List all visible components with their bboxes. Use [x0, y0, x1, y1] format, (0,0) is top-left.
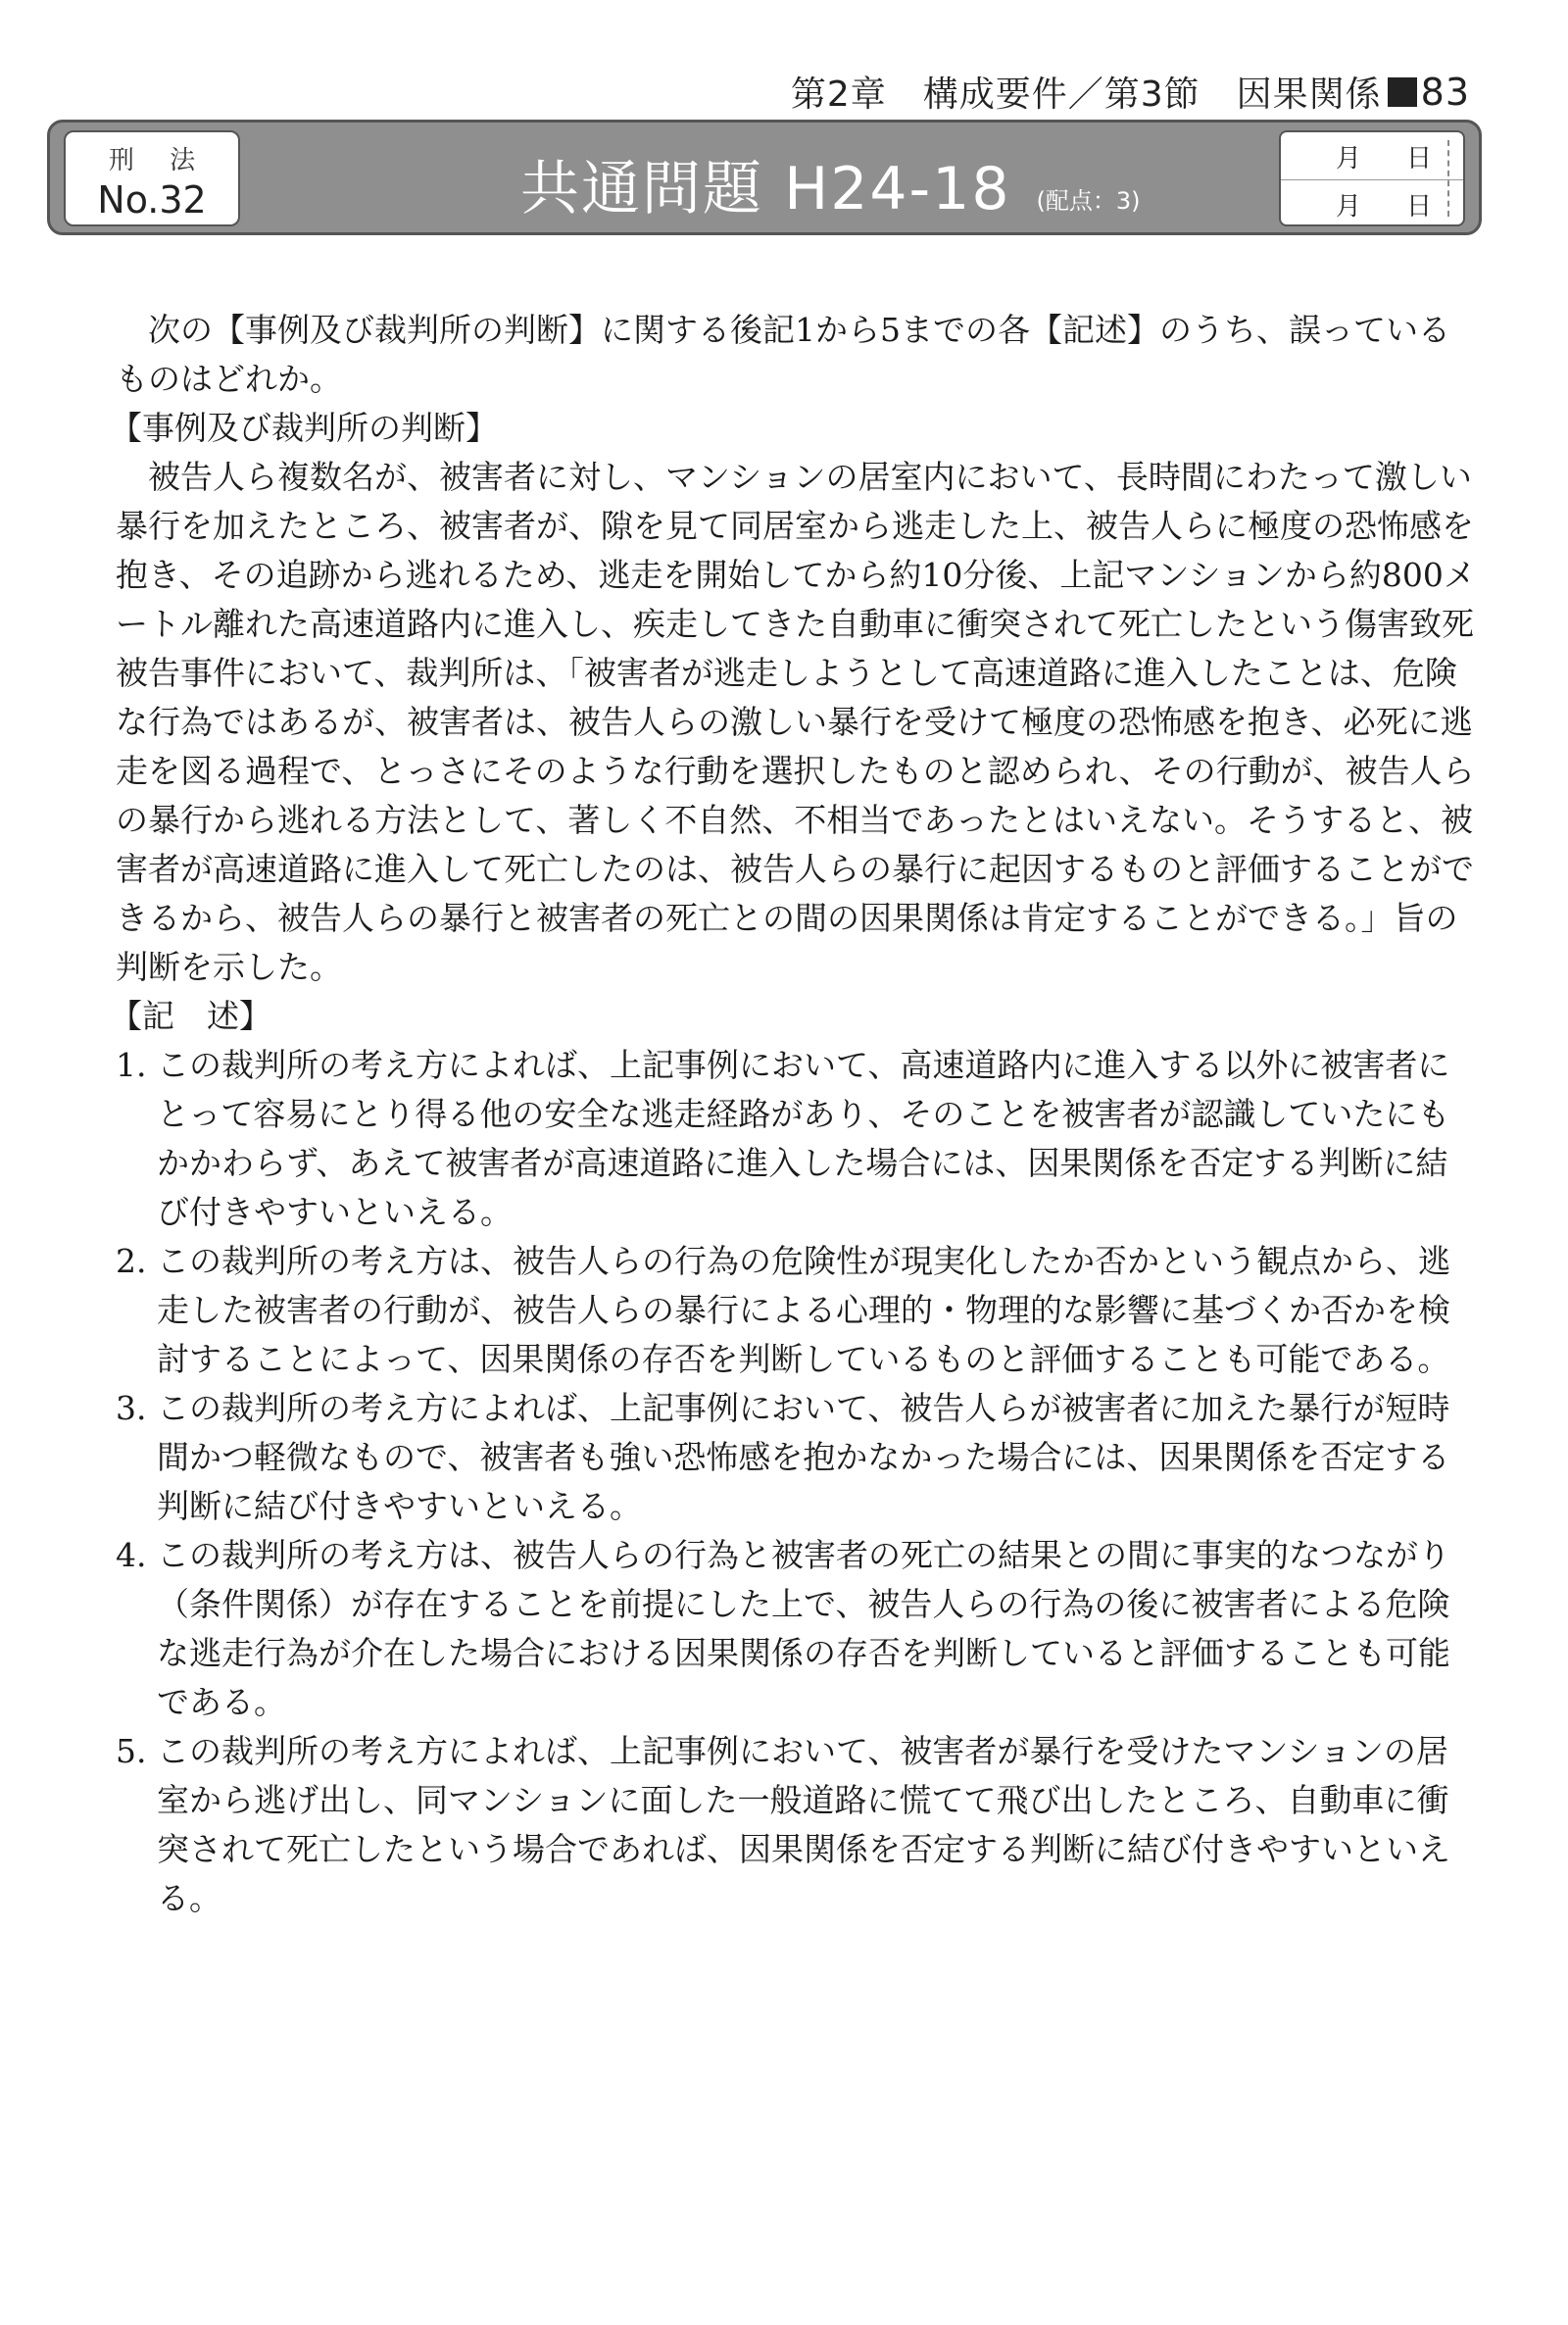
dashed-divider — [1447, 140, 1449, 217]
month-label: 月 — [1335, 143, 1361, 173]
day-label: 日 — [1405, 191, 1432, 222]
page-number: 83 — [1420, 70, 1470, 114]
statement-number: 2. — [116, 1242, 147, 1280]
subject-label: 刑 法 — [108, 146, 210, 175]
question-header-bar — [47, 120, 1482, 235]
square-marker-icon — [1388, 77, 1417, 107]
statement-text: この裁判所の考え方によれば、上記事例において、被告人らが被害者に加えた暴行が短時間かつ軽微なもので、被害者も強い恐怖感を抱かなかった場合には、因果関係を否定する判断に結び付きやすいといえる。 — [157, 1389, 1450, 1525]
subject-box — [64, 130, 240, 226]
question-points: (配点：3) — [1036, 187, 1141, 215]
statement-1 — [116, 1041, 1478, 1237]
study-date-box — [1279, 130, 1465, 226]
question-title-text: 共通問題 H24-18 — [520, 155, 1011, 223]
question-number: No.32 — [97, 178, 207, 222]
statement-text: この裁判所の考え方は、被告人らの行為の危険性が現実化したか否かという観点から、逃走した被害者の行動が、被告人らの暴行による心理的・物理的な影響に基づくか否かを検討することによって、因果関係の存否を判断しているものと評価することも可能である。 — [157, 1242, 1450, 1378]
month-label: 月 — [1335, 191, 1361, 222]
running-head — [791, 67, 1470, 117]
statement-3 — [116, 1384, 1478, 1531]
date-row-1 — [1281, 132, 1463, 179]
statement-text: この裁判所の考え方は、被告人らの行為と被害者の死亡の結果との間に事実的なつながり（条件関係）が存在することを前提にした上で、被告人らの行為の後に被害者による危険な逃走行為が介在した場合における因果関係の存否を判断していると評価することも可能である。 — [157, 1536, 1450, 1721]
date-row-2 — [1281, 179, 1463, 227]
statement-4 — [116, 1531, 1478, 1727]
case-heading: 【事例及び裁判所の判断】 — [110, 409, 498, 447]
statement-number: 1. — [116, 1046, 147, 1084]
question-intro: 次の【事例及び裁判所の判断】に関する後記1から5までの各【記述】のうち、誤っているものはどれか。 — [116, 311, 1450, 398]
statement-text: この裁判所の考え方によれば、上記事例において、高速道路内に進入する以外に被害者にとって容易にとり得る他の安全な逃走経路があり、そのことを被害者が認識していたにもかかわらず、あえて被害者が高速道路に進入した場合には、因果関係を否定する判断に結び付きやすいといえる。 — [157, 1046, 1450, 1231]
statements-heading: 【記 述】 — [110, 997, 271, 1035]
day-label: 日 — [1405, 143, 1432, 173]
question-body — [110, 306, 1478, 1923]
chapter-section-label: 第2章 構成要件／第3節 因果関係 — [790, 74, 1382, 115]
statement-number: 3. — [116, 1389, 147, 1427]
statement-2 — [116, 1237, 1478, 1384]
question-title — [520, 142, 1141, 226]
case-text: 被告人ら複数名が、被害者に対し、マンションの居室内において、長時間にわたって激しい暴行を加えたところ、被害者が、隙を見て同居室から逃走した上、被告人らに極度の恐怖感を抱き、その追跡から逃れるため、逃走を開始してから約10分後、上記マンションから約800メートル離れた高速道路内に進入し、疾走してきた自動車に衝突されて死亡したという傷害致死被告事件において、裁判所は、「被害者が逃走しようとして高速道路に進入したことは、危険な行為ではあるが、被害者は、被告人らの激しい暴行を受けて極度の恐怖感を抱き、必死に逃走を図る過程で、とっさにそのような行動を選択したものと認められ、その行動が、被告人らの暴行から逃れる方法として、著しく不自然、不相当であったとはいえない。そうすると、被害者が高速道路に進入して死亡したのは、被告人らの暴行に起因するものと評価することができるから、被告人らの暴行と被害者の死亡との間の因果関係は肯定することができる。」旨の判断を示した。 — [116, 458, 1476, 986]
statement-5 — [116, 1727, 1478, 1923]
statement-list — [116, 1041, 1478, 1923]
statement-text: この裁判所の考え方によれば、上記事例において、被害者が暴行を受けたマンションの居室から逃げ出し、同マンションに面した一般道路に慌てて飛び出したところ、自動車に衝突されて死亡したという場合であれば、因果関係を否定する判断に結び付きやすいといえる。 — [157, 1732, 1450, 1917]
statement-number: 4. — [116, 1536, 147, 1574]
statement-number: 5. — [116, 1732, 147, 1770]
